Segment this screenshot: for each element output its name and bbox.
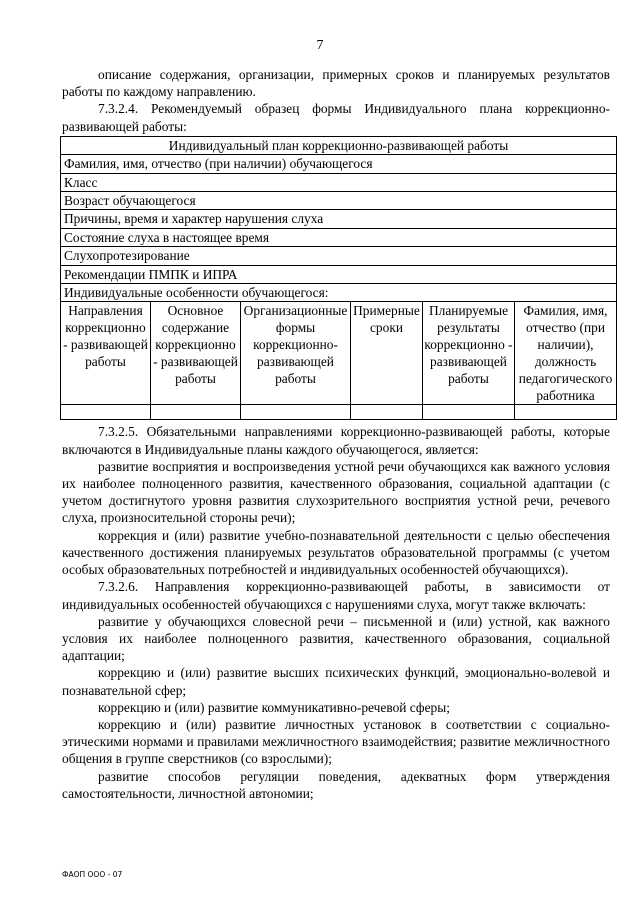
empty-cell [241, 405, 351, 420]
list-item: коррекцию и (или) развитие личностных установок в соответствии с социально-этическими нормами и правилами межличностного взаимодействия; развитие межличностного общения в группе сверстников (со взрослыми); [62, 716, 610, 767]
section-7-3-2-5: 7.3.2.5. Обязательными направлениями коррекционно-развивающей работы, которые включаются в Индивидуальные планы каждого обучающегося, является: [62, 424, 610, 457]
empty-cell [61, 405, 151, 420]
document-body [62, 66, 613, 802]
intro-paragraph: описание содержания, организации, примерных сроков и планируемых результатов работы по каждому направлению. [62, 67, 610, 100]
table-row: Возраст обучающегося [61, 192, 617, 210]
empty-cell [423, 405, 515, 420]
column-header: Фамилия, имя, отчество (при наличии), должность педагогического работника [515, 302, 617, 405]
list-item: коррекцию и (или) развитие коммуникативно-речевой сферы; [98, 699, 450, 715]
empty-cell [515, 405, 617, 420]
table-row: Класс [61, 173, 617, 191]
table-row: Индивидуальные особенности обучающегося: [61, 284, 617, 302]
section-7-3-2-4: 7.3.2.4. Рекомендуемый образец формы Индивидуального плана коррекционно-развивающей работы: [62, 101, 610, 134]
list-item: развитие восприятия и воспроизведения устной речи обучающихся как важного условия их наиболее полноценного развития, качественного образования, социальной адаптации (с учетом достигнутого уровня развития слухозрительного восприятия устной речи, речевого слуха, произносительной стороны речи); [62, 458, 610, 526]
footer-code: ФАОП ООО - 07 [62, 870, 123, 879]
column-header: Организационные формы коррекционно-развивающей работы [241, 302, 351, 405]
table-row: Причины, время и характер нарушения слуха [61, 210, 617, 228]
list-item: развитие у обучающихся словесной речи – письменной и (или) устной, как важного условия их наиболее полноценного развития, качественного образования, социальной адаптации; [62, 613, 610, 664]
individual-plan-table [60, 136, 617, 421]
table-row: Состояние слуха в настоящее время [61, 228, 617, 246]
table-row: Слухопротезирование [61, 247, 617, 265]
section-7-3-2-6: 7.3.2.6. Направления коррекционно-развивающей работы, в зависимости от индивидуальных особенностей обучающихся с нарушениями слуха, могут также включать: [62, 579, 610, 612]
table-row: Фамилия, имя, отчество (при наличии) обучающегося [61, 155, 617, 173]
page-number: 7 [316, 38, 324, 53]
empty-cell [351, 405, 423, 420]
table-row: Рекомендации ПМПК и ИПРА [61, 265, 617, 283]
column-header: Основное содержание коррекционно - развивающей работы [151, 302, 241, 405]
list-item: коррекцию и (или) развитие высших психических функций, эмоционально-волевой и познавательной сфер; [62, 665, 610, 698]
list-item: коррекция и (или) развитие учебно-познавательной деятельности с целью обеспечения качественного достижения планируемых результатов образовательной программы (с учетом особых образовательных потребностей и индивидуальных особенностей обучающихся). [62, 527, 610, 578]
column-header: Примерные сроки [351, 302, 423, 405]
column-header: Планируемые результаты коррекционно - развивающей работы [423, 302, 515, 405]
table-title: Индивидуальный план коррекционно-развивающей работы [61, 136, 617, 154]
list-item: развитие способов регуляции поведения, адекватных форм утверждения самостоятельности, личностной автономии; [62, 768, 610, 801]
column-header: Направления коррекционно - развивающей работы [61, 302, 151, 405]
empty-cell [151, 405, 241, 420]
